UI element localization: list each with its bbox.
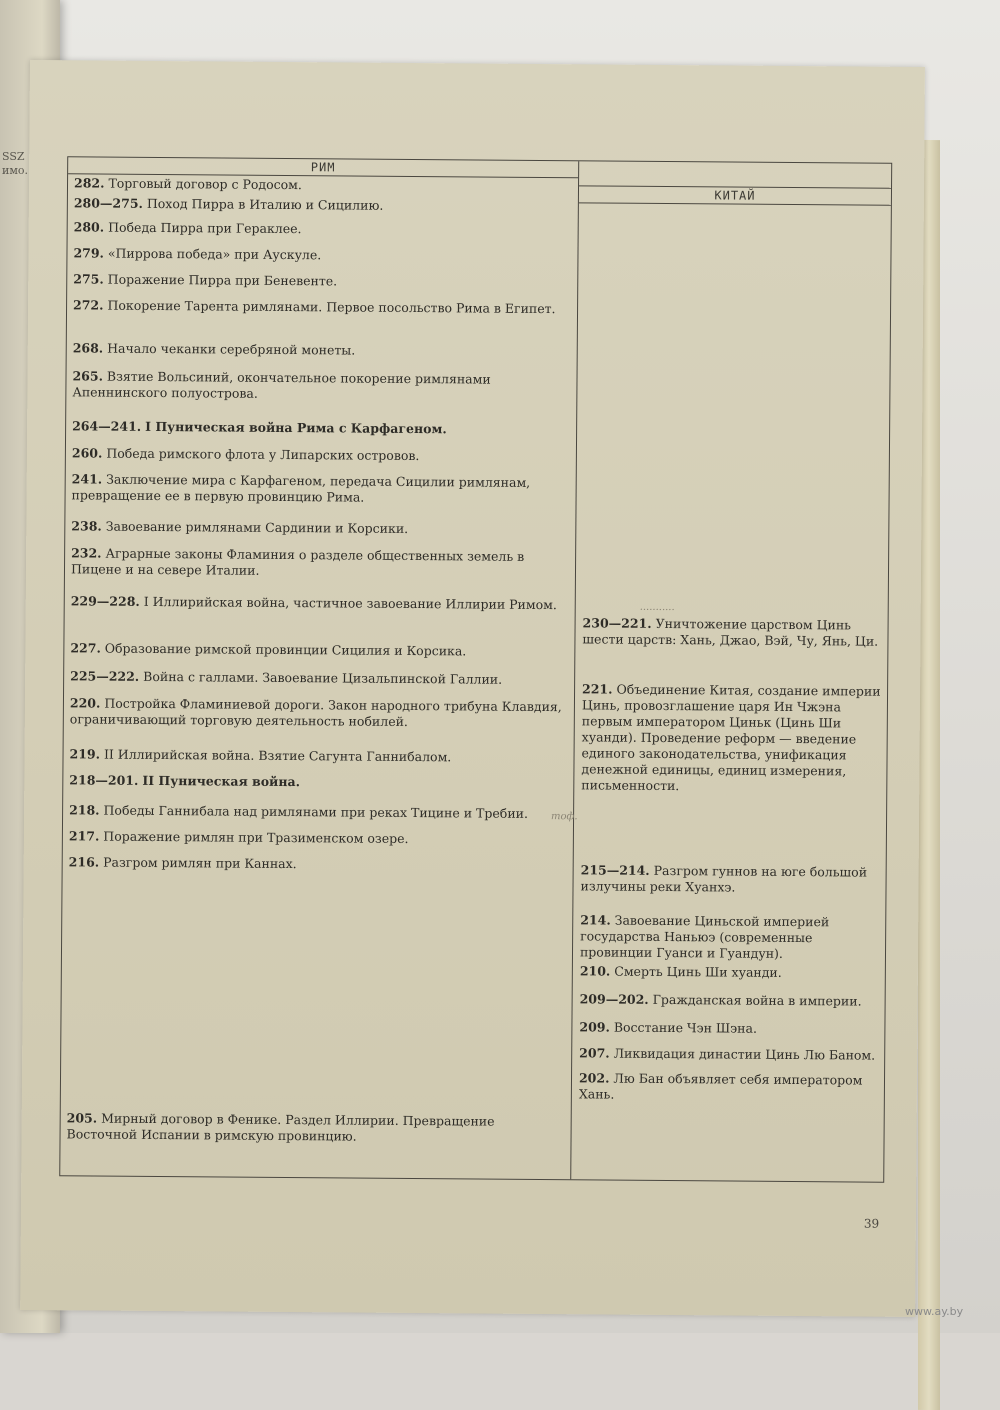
china-entry	[579, 1070, 879, 1104]
china-column-header: КИТАЙ	[579, 185, 891, 205]
entry-year: 279.	[73, 245, 104, 261]
entry-text: I Иллирийская война, частичное завоевание Иллирии Римом.	[143, 593, 557, 613]
entry-year: 218.	[69, 802, 100, 818]
entry-year: 202.	[578, 1070, 610, 1086]
china-column	[578, 205, 886, 1102]
entry-year: 241.	[71, 471, 103, 487]
rome-entry	[73, 245, 571, 265]
entry-year: 282.	[73, 175, 105, 191]
entry-text: Гражданская война в империи.	[652, 991, 862, 1009]
rome-entry	[71, 545, 569, 581]
entry-year: 220.	[69, 695, 101, 711]
entry-year: 232.	[71, 545, 102, 561]
entry-text: Лю Бан объявляет себя императором Хань.	[578, 1070, 863, 1102]
entry-text: Смерть Цинь Ши хуанди.	[614, 963, 782, 980]
rome-entry	[74, 195, 572, 215]
entry-text: Ликвидация династии Цинь Лю Баном.	[613, 1045, 876, 1063]
entry-text: Постройка Фламиниевой дороги. Закон народного трибуна Клавдия, ограничивающий торговую деятельность нобилей.	[69, 695, 562, 729]
china-entry	[582, 615, 882, 649]
entry-text: «Пиррова победа» при Аускуле.	[107, 245, 322, 263]
china-entry	[581, 681, 882, 795]
rome-entry	[74, 175, 572, 195]
china-entry	[580, 991, 880, 1009]
rome-entry	[73, 340, 571, 360]
rome-entry	[71, 593, 569, 613]
china-entry	[580, 963, 880, 981]
edge-text: SSZ имо.	[2, 150, 29, 177]
entry-text: Начало чеканки серебряной монеты.	[107, 340, 356, 358]
entry-text: II Иллирийская война. Взятие Сагунта Ганнибалом.	[103, 746, 452, 765]
entry-text: Взятие Вольсиний, окончательное покорение римлянами Апеннинского полуострова.	[72, 368, 491, 401]
entry-text: Объединение Китая, создание империи Цинь, провозглашение царя Ин Чжэна первым императором Циньк (Цинь Ши хуанди). Проведение реформ — введение единого законодательства, унификация денежной единицы, единиц измерения, письменности.	[581, 681, 881, 794]
entry-year: 207.	[579, 1045, 610, 1061]
rome-entry	[69, 828, 567, 848]
entry-text: Уничтожение царством Цинь шести царств: Хань, Джао, Вэй, Чу, Янь, Ци.	[582, 615, 879, 649]
entry-text: Победы Ганнибала над римлянами при реках Тицине и Требии.	[103, 802, 529, 821]
entry-year: 216.	[68, 854, 100, 870]
rome-entry	[70, 668, 568, 688]
entry-text: Мирный договор в Фенике. Раздел Иллирии. Превращение Восточной Испании в римскую провинцию.	[66, 1110, 495, 1144]
rome-column-header: РИМ	[68, 157, 578, 178]
rome-entry	[73, 297, 571, 317]
entry-year: 210.	[579, 963, 611, 979]
entry-year: 264—241.	[72, 418, 142, 434]
rome-entry	[72, 368, 570, 404]
entry-text: Разгром римлян при Каннах.	[103, 854, 297, 872]
entry-year: 229—228.	[70, 593, 140, 609]
rome-entry	[69, 746, 567, 766]
entry-text: Разгром гуннов на юге большой излучины реки Хуанхэ.	[580, 862, 868, 895]
entry-text: Покорение Тарента римлянами. Первое посольство Рима в Египет.	[107, 297, 556, 317]
entry-year: 215—214.	[580, 862, 650, 878]
chronology-table	[59, 156, 892, 1182]
rome-entry	[71, 518, 569, 538]
entry-year: 280—275.	[73, 195, 143, 211]
book-page	[20, 60, 925, 1317]
entry-text: Война с галлами. Завоевание Цизальпинской Галлии.	[143, 668, 503, 687]
entry-year: 218—201.	[69, 772, 139, 788]
entry-year: 272.	[73, 297, 104, 313]
margin-mark: ...........	[639, 601, 675, 614]
china-entry	[579, 1045, 879, 1063]
entry-year: 209.	[579, 1019, 610, 1035]
entry-text: Образование римской провинции Сицилия и Корсика.	[104, 640, 467, 659]
entry-year: 217.	[68, 828, 100, 844]
entry-text: Победа римского флота у Липарских островов.	[106, 445, 420, 464]
entry-text: II Пуническая война.	[142, 772, 301, 790]
rome-entry	[74, 219, 572, 239]
entry-text: Восстание Чэн Шэна.	[613, 1019, 758, 1036]
rome-entry	[67, 1110, 565, 1146]
entry-text: Поражение Пирра при Беневенте.	[107, 271, 338, 289]
entry-year: 225—222.	[70, 668, 140, 684]
entry-year: 205.	[66, 1110, 98, 1126]
rome-entry	[69, 802, 567, 822]
entry-year: 214.	[580, 912, 611, 928]
entry-year: 238.	[71, 518, 102, 534]
entry-text: I Пуническая война Рима с Карфагеном.	[145, 418, 447, 437]
watermark: www.ay.by	[905, 1305, 964, 1318]
entry-text: Аграрные законы Фламиния о разделе общественных земель в Пицене и на севере Италии.	[70, 545, 525, 578]
page-number: 39	[863, 1216, 880, 1231]
entry-year: 265.	[72, 368, 104, 384]
rome-entry	[72, 445, 570, 465]
rome-entry	[69, 854, 567, 874]
entry-year: 280.	[73, 219, 105, 235]
margin-mark: тоф.	[551, 811, 578, 823]
entry-year: 221.	[582, 681, 613, 697]
china-entry	[580, 912, 880, 962]
entry-text: Победа Пирра при Гераклее.	[108, 219, 302, 237]
entry-year: 219.	[69, 746, 101, 762]
rome-entry	[69, 772, 567, 792]
rome-entry	[70, 640, 568, 660]
rome-entry	[73, 271, 571, 291]
china-entry	[579, 1019, 879, 1037]
entry-year: 275.	[73, 271, 104, 287]
entry-text: Поход Пирра в Италию и Сицилию.	[146, 195, 384, 213]
entry-year: 227.	[70, 640, 101, 656]
entry-year: 209—202.	[579, 991, 649, 1007]
rome-entry	[72, 471, 570, 507]
column-divider	[570, 161, 579, 1179]
entry-year: 268.	[72, 340, 104, 356]
entry-year: 260.	[71, 445, 103, 461]
entry-text: Завоевание римлянами Сардинии и Корсики.	[105, 518, 409, 536]
rome-entry	[72, 418, 570, 438]
entry-text: Завоевание Циньской империей государства Наньюэ (современные провинции Гуанси и Гуандун).	[579, 912, 830, 961]
entry-text: Торговый договор с Родосом.	[108, 175, 302, 193]
china-entry	[580, 862, 880, 896]
entry-year: 230—221.	[582, 615, 652, 631]
rome-entry	[70, 695, 568, 731]
entry-text: Заключение мира с Карфагеном, передача Сицилии римлянам, превращение ее в первую провинцию Рима.	[71, 471, 531, 505]
entry-text: Поражение римлян при Тразименском озере.	[103, 828, 409, 846]
